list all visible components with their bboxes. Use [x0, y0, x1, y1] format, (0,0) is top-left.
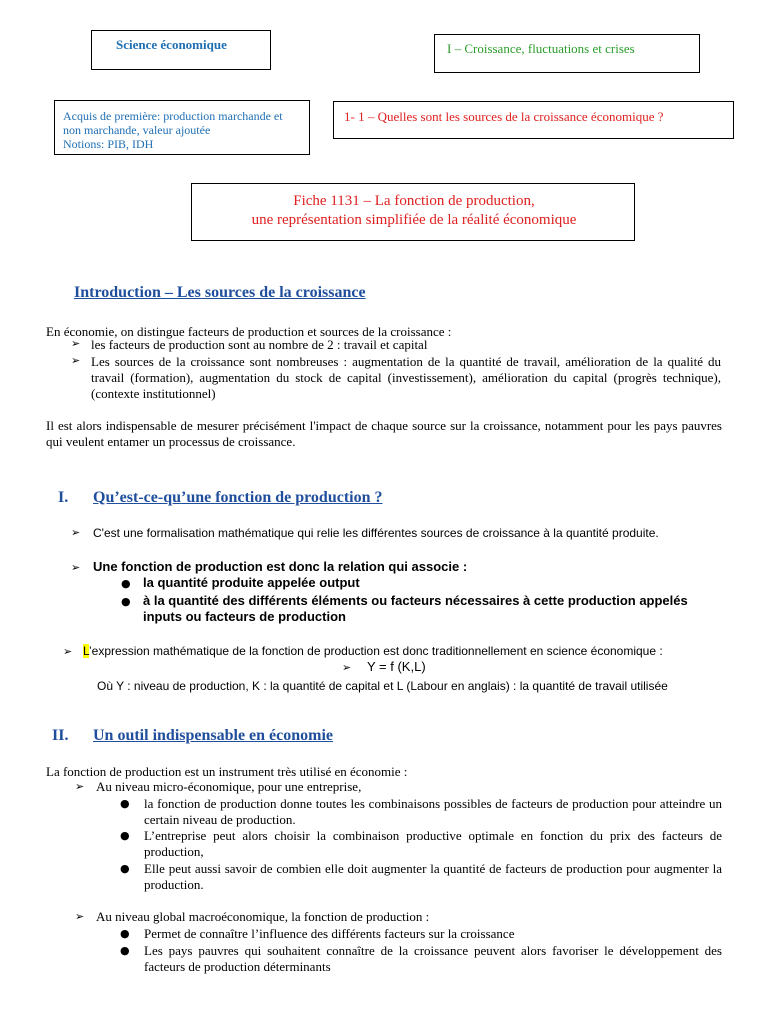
- section2-heading: Un outil indispensable en économie: [93, 727, 334, 744]
- section1-sub-1: la quantité produite appelée output: [143, 575, 360, 590]
- bullet-icon: ●: [121, 595, 131, 608]
- bullet-icon: ●: [120, 944, 130, 957]
- intro-lead: En économie, on distingue facteurs de production et sources de la croissance :: [46, 324, 452, 339]
- section2-macro: Au niveau global macroéconomique, la fonction de production :: [96, 909, 430, 924]
- bullet-icon: ●: [120, 797, 130, 810]
- section1-bullet-3: [83, 643, 733, 659]
- section2-lead: La fonction de production est un instrument très utilisé en économie :: [46, 764, 408, 779]
- section1-bullet-2: Une fonction de production est donc la relation qui associe :: [93, 559, 468, 574]
- subject-label: Science économique: [116, 37, 227, 52]
- section1-bullet-1: C'est une formalisation mathématique qui relie les différentes sources de croissance à la quantité produite.: [93, 526, 659, 540]
- prereq-line-1: Acquis de première: production marchande et: [63, 109, 283, 123]
- chapter-label: I – Croissance, fluctuations et crises: [447, 41, 635, 56]
- arrow-icon: ➢: [75, 910, 85, 923]
- section2-micro-sub-3: Elle peut aussi savoir de combien elle doit augmenter la quantité de facteurs de production pour augmenter la production.: [144, 861, 722, 892]
- prereq-line-3: Notions: PIB, IDH: [63, 137, 154, 151]
- question-box: [333, 101, 734, 139]
- prereq-box: [54, 100, 310, 155]
- bullet-icon: ●: [120, 927, 130, 940]
- highlighted-letter: L: [83, 644, 90, 658]
- intro-bullet-1: les facteurs de production sont au nombre de 2 : travail et capital: [91, 337, 428, 352]
- section2-macro-sub-2: Les pays pauvres qui souhaitent connaître de la croissance peuvent alors favoriser le développement des facteurs de production déterminants: [144, 943, 722, 974]
- intro-heading: [74, 284, 366, 302]
- section2-macro-sub-1: Permet de connaître l’influence des différents facteurs sur la croissance: [144, 926, 515, 941]
- section2-number: II.: [52, 727, 69, 744]
- bullet-icon: ●: [121, 577, 131, 590]
- bullet-icon: ●: [120, 829, 130, 842]
- section1-sub-2: à la quantité des différents éléments ou facteurs nécessaires à cette production appelés inputs ou facteurs de production: [143, 593, 688, 624]
- intro-heading-text: Introduction – Les sources de la croissance: [74, 284, 366, 301]
- arrow-icon: ➢: [71, 337, 81, 350]
- section2-heading-wrap: [93, 727, 333, 745]
- title-line-2: une représentation simplifiée de la réalité économique: [251, 212, 577, 228]
- intro-paragraph: Il est alors indispensable de mesurer précisément l'impact de chaque source sur la croissance, notamment pour les pays pauvres qui veulent entamer un processus de croissance.: [46, 418, 722, 449]
- title-box: [191, 183, 635, 241]
- section1-where: Où Y : niveau de production, K : la quantité de capital et L (Labour en anglais) : la quantité de travail utilisée: [97, 679, 668, 693]
- bullet-icon: ●: [120, 862, 130, 875]
- section2-micro: Au niveau micro-économique, pour une entreprise,: [96, 779, 362, 794]
- arrow-icon: ➢: [342, 661, 352, 674]
- arrow-icon: ➢: [75, 780, 85, 793]
- title-line-1: Fiche 1131 – La fonction de production,: [293, 193, 535, 209]
- section1-bullet-3-text: ’expression mathématique de la fonction de production est donc traditionnellement en science économique :: [89, 644, 663, 658]
- section2-micro-sub-2: L’entreprise peut alors choisir la combinaison productive optimale en fonction du prix des facteurs de production,: [144, 828, 722, 859]
- section1-heading-wrap: [93, 489, 383, 507]
- section1-heading: Qu’est-ce-qu’une fonction de production ?: [93, 489, 383, 506]
- chapter-box: [434, 34, 700, 73]
- arrow-icon: ➢: [71, 526, 81, 539]
- question-label: 1- 1 – Quelles sont les sources de la croissance économique ?: [344, 109, 664, 124]
- arrow-icon: ➢: [71, 354, 81, 367]
- intro-bullet-2: Les sources de la croissance sont nombreuses : augmentation de la quantité de travail, amélioration de la qualité du travail (formation), augmentation du stock de capital (investissement), amélioration du capital (progrès technique), (contexte institutionnel): [91, 354, 721, 401]
- arrow-icon: ➢: [63, 645, 73, 658]
- prereq-line-2: non marchande, valeur ajoutée: [63, 123, 211, 137]
- section1-formula: Y = f (K,L): [367, 659, 426, 674]
- arrow-icon: ➢: [71, 561, 81, 574]
- subject-box: [91, 30, 271, 70]
- section2-micro-sub-1: la fonction de production donne toutes les combinaisons possibles de facteurs de production pour atteindre un certain niveau de production.: [144, 796, 722, 827]
- section1-number: I.: [58, 489, 69, 506]
